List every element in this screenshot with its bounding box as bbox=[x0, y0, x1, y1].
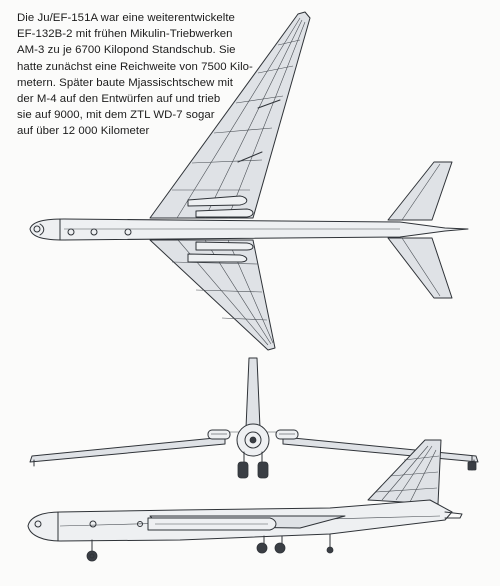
front-right-wing bbox=[283, 437, 478, 462]
caption-line: EF-132B-2 mit frühen Mikulin-Triebwerken bbox=[17, 28, 233, 41]
engine-nacelle bbox=[188, 254, 247, 262]
lower-horizontal-tail bbox=[388, 238, 452, 298]
caption-line: sie auf 9000, mit dem ZTL WD-7 sogar bbox=[17, 109, 215, 122]
caption-line: der M-4 auf den Entwürfen auf und trieb bbox=[17, 93, 221, 106]
upper-horizontal-tail bbox=[388, 162, 452, 220]
caption-line: hatte zunächst eine Reichweite von 7500 Kilo- bbox=[17, 60, 253, 73]
caption-line: auf über 12 000 Kilometer bbox=[17, 125, 150, 138]
front-fin bbox=[246, 358, 260, 428]
caption-line: metern. Später baute Mjassischtschew mit bbox=[17, 76, 233, 89]
caption-line: Die Ju/EF-151A war eine weiterentwickelte bbox=[17, 12, 235, 24]
aircraft-side-view bbox=[28, 440, 462, 561]
front-left-wing bbox=[30, 437, 225, 462]
engine-nacelle bbox=[196, 242, 253, 250]
engine-nacelle bbox=[196, 209, 253, 217]
caption-line: AM-3 zu je 6700 Kilopond Standschub. Sie bbox=[17, 44, 236, 57]
aircraft-top-view bbox=[30, 12, 468, 350]
